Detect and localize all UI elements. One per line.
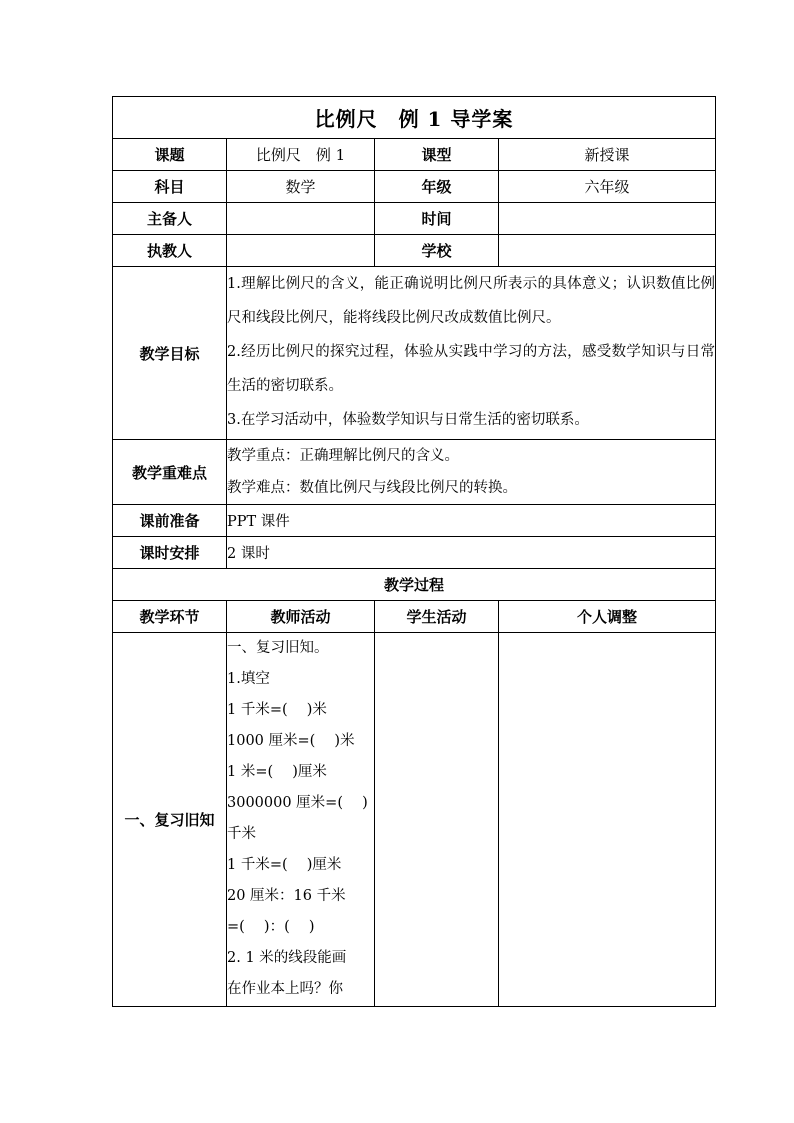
teacher-line: =( )：( ) <box>227 919 315 935</box>
teacher-line: 1 千米=( )厘米 <box>227 857 342 873</box>
column-header: 个人调整 <box>499 601 716 633</box>
topic-value: 比例尺 例 1 <box>227 139 375 171</box>
preparer-label: 主备人 <box>113 203 227 235</box>
teacher-line: 1.填空 <box>227 671 270 687</box>
goal-item: 1.理解比例尺的含义，能正确说明比例尺所表示的具体意义；认识数值比例尺和线段比例尺，能将线段比例尺改成数值比例尺。 <box>227 276 716 326</box>
subject-label: 科目 <box>113 171 227 203</box>
goals-content <box>227 267 716 440</box>
schedule-label: 课时安排 <box>113 537 227 569</box>
time-value <box>499 203 716 235</box>
goal-item: 2.经历比例尺的探究过程，体验从实践中学习的方法，感受数学知识与日常生活的密切联系。 <box>227 344 716 394</box>
teacher-value <box>227 235 375 267</box>
process-header: 教学过程 <box>113 569 716 601</box>
key-points-content <box>227 440 716 505</box>
grade-value: 六年级 <box>499 171 716 203</box>
type-value: 新授课 <box>499 139 716 171</box>
type-label: 课型 <box>375 139 499 171</box>
teacher-line: 在作业本上吗？你 <box>227 981 343 997</box>
goal-item: 3.在学习活动中，体验数学知识与日常生活的密切联系。 <box>227 412 589 428</box>
key-points-label: 教学重难点 <box>113 440 227 505</box>
key-point-item: 教学重点：正确理解比例尺的含义。 <box>227 448 459 464</box>
lesson-plan-table <box>112 96 716 1007</box>
school-label: 学校 <box>375 235 499 267</box>
column-header: 教学环节 <box>113 601 227 633</box>
topic-label: 课题 <box>113 139 227 171</box>
teacher-line: 1 米=( )厘米 <box>227 764 327 780</box>
teacher-line: 一、复习旧知。 <box>227 640 329 656</box>
prep-label: 课前准备 <box>113 505 227 537</box>
schedule-value: 2 课时 <box>227 537 716 569</box>
teacher-activity <box>227 633 375 1007</box>
stage-label: 一、复习旧知 <box>113 633 227 1007</box>
school-value <box>499 235 716 267</box>
grade-label: 年级 <box>375 171 499 203</box>
teacher-line: 1000 厘米=( )米 <box>227 733 355 749</box>
key-point-item: 教学难点：数值比例尺与线段比例尺的转换。 <box>227 480 517 496</box>
teacher-line: 2. 1 米的线段能画 <box>227 950 347 966</box>
goals-label: 教学目标 <box>113 267 227 440</box>
preparer-value <box>227 203 375 235</box>
personal-adjustment <box>499 633 716 1007</box>
page-title: 比例尺 例 1 导学案 <box>113 97 716 139</box>
column-header: 教师活动 <box>227 601 375 633</box>
time-label: 时间 <box>375 203 499 235</box>
teacher-label: 执教人 <box>113 235 227 267</box>
teacher-line: 1 千米=( )米 <box>227 702 327 718</box>
teacher-line: 3000000 厘米=( ) <box>227 795 368 811</box>
teacher-line: 千米 <box>227 826 256 842</box>
student-activity <box>375 633 499 1007</box>
column-header: 学生活动 <box>375 601 499 633</box>
prep-value: PPT 课件 <box>227 505 716 537</box>
teacher-line: 20 厘米：16 千米 <box>227 888 346 904</box>
subject-value: 数学 <box>227 171 375 203</box>
